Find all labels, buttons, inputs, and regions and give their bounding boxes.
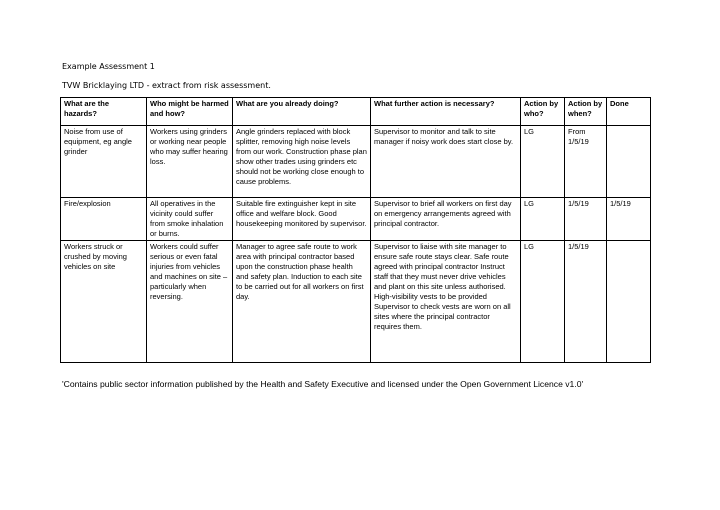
header-done: Done bbox=[607, 98, 651, 126]
cell-done bbox=[607, 126, 651, 198]
cell-by-when: 1/5/19 bbox=[565, 198, 607, 241]
cell-by-when: 1/5/19 bbox=[565, 241, 607, 363]
risk-assessment-table bbox=[60, 97, 651, 363]
cell-hazard: Fire/explosion bbox=[61, 198, 147, 241]
header-hazards: What are the hazards? bbox=[61, 98, 147, 126]
cell-by-who: LG bbox=[521, 198, 565, 241]
cell-done bbox=[607, 241, 651, 363]
cell-by-who: LG bbox=[521, 126, 565, 198]
cell-further: Supervisor to brief all workers on first day on emergency arrangements agreed with principal contractor. bbox=[371, 198, 521, 241]
cell-already: Suitable fire extinguisher kept in site office and welfare block. Good housekeeping monitored by supervisor. bbox=[233, 198, 371, 241]
cell-by-when: From 1/5/19 bbox=[565, 126, 607, 198]
header-further-action: What further action is necessary? bbox=[371, 98, 521, 126]
table-row bbox=[61, 126, 651, 198]
cell-already: Angle grinders replaced with block splitter, removing high noise levels from our work. Construction phase plan show other trades using grinders etc should not be working close enough to cause problems. bbox=[233, 126, 371, 198]
cell-hazard: Noise from use of equipment, eg angle grinder bbox=[61, 126, 147, 198]
document-title: Example Assessment 1 bbox=[62, 62, 155, 71]
cell-by-who: LG bbox=[521, 241, 565, 363]
header-already-doing: What are you already doing? bbox=[233, 98, 371, 126]
cell-already: Manager to agree safe route to work area with principal contractor based upon the construction phase health and safety plan. Induction to each site to be carried out for all workers on first day. bbox=[233, 241, 371, 363]
cell-hazard: Workers struck or crushed by moving vehicles on site bbox=[61, 241, 147, 363]
licence-footer: 'Contains public sector information published by the Health and Safety Executive and licensed under the Open Government Licence v1.0' bbox=[62, 379, 584, 389]
document-subtitle: TVW Bricklaying LTD - extract from risk assessment. bbox=[62, 81, 271, 90]
cell-done: 1/5/19 bbox=[607, 198, 651, 241]
cell-who: Workers could suffer serious or even fatal injuries from vehicles and machines on site – particularly when reversing. bbox=[147, 241, 233, 363]
table-row bbox=[61, 198, 651, 241]
cell-further: Supervisor to monitor and talk to site manager if noisy work does start close by. bbox=[371, 126, 521, 198]
header-action-by-who: Action by who? bbox=[521, 98, 565, 126]
table-row bbox=[61, 241, 651, 363]
cell-who: All operatives in the vicinity could suffer from smoke inhalation or burns. bbox=[147, 198, 233, 241]
table-header-row bbox=[61, 98, 651, 126]
header-action-by-when: Action by when? bbox=[565, 98, 607, 126]
cell-who: Workers using grinders or working near people who may suffer hearing loss. bbox=[147, 126, 233, 198]
cell-further: Supervisor to liaise with site manager to ensure safe route stays clear. Safe route agreed with principal contractor Instruct staff that they must never drive vehicles and plant on this site unless authorised. High-visibility vests to be provided Supervisor to check vests are worn on all sites where the principal contractor requires them. bbox=[371, 241, 521, 363]
header-who-harmed: Who might be harmed and how? bbox=[147, 98, 233, 126]
